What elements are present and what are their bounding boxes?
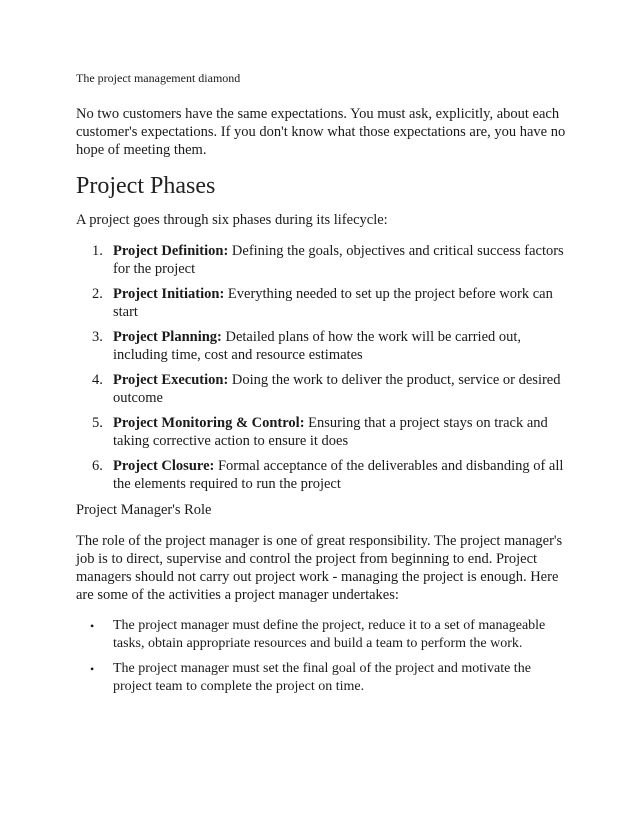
list-item <box>76 371 566 407</box>
bullet-text: The project manager must define the project, reduce it to a set of manageable tasks, obtain appropriate resources and build a team to perform the work. <box>113 618 546 651</box>
intro-paragraph: No two customers have the same expectations. You must ask, explicitly, about each customer's expectations. If you don't know what those expectations are, you have no hope of meeting them. <box>76 106 566 158</box>
list-item <box>76 285 566 321</box>
list-number: 6. <box>92 458 103 474</box>
phase-description: Formal acceptance of the deliverables and disbanding of all the elements required to run the project <box>113 458 564 492</box>
document-small-title: The project management diamond <box>76 71 241 85</box>
list-item <box>76 660 566 696</box>
phase-term: Project Planning: <box>113 329 222 345</box>
list-number: 1. <box>92 243 103 259</box>
phase-term: Project Initiation: <box>113 286 225 302</box>
phase-term: Project Closure: <box>113 458 215 474</box>
phase-description: Doing the work to deliver the product, service or desired outcome <box>113 372 561 406</box>
phases-list <box>76 242 566 493</box>
list-number: 3. <box>92 329 103 345</box>
phase-description: Detailed plans of how the work will be carried out, including time, cost and resource estimates <box>113 329 522 363</box>
role-paragraph: The role of the project manager is one of great responsibility. The project manager's job is to direct, supervise and control the project from beginning to end. Project managers should not carry out project work - managing the project is enough. Here are some of the activities a project manager undertakes: <box>76 533 563 603</box>
phase-term: Project Monitoring & Control: <box>113 415 305 431</box>
section-heading-project-phases: Project Phases <box>76 173 216 199</box>
list-item <box>76 414 566 450</box>
phase-description: Everything needed to set up the project before work can start <box>113 286 553 320</box>
bullet-icon: • <box>90 619 95 633</box>
list-number: 4. <box>92 372 103 388</box>
list-number: 2. <box>92 286 103 302</box>
phase-description: Ensuring that a project stays on track and taking corrective action to ensure it does <box>113 415 548 449</box>
list-item <box>76 617 566 653</box>
document-page <box>76 70 566 703</box>
phase-term: Project Execution: <box>113 372 229 388</box>
list-item <box>76 457 566 493</box>
phases-intro-paragraph: A project goes through six phases during its lifecycle: <box>76 212 388 228</box>
list-number: 5. <box>92 415 103 431</box>
phase-term: Project Definition: <box>113 243 229 259</box>
bullet-icon: • <box>90 662 95 676</box>
bullet-text: The project manager must set the final goal of the project and motivate the project team to complete the project on time. <box>113 661 531 694</box>
phase-description: Defining the goals, objectives and critical success factors for the project <box>113 243 564 277</box>
activities-list <box>76 617 566 696</box>
list-item <box>76 328 566 364</box>
role-heading: Project Manager's Role <box>76 502 212 518</box>
list-item <box>76 242 566 278</box>
